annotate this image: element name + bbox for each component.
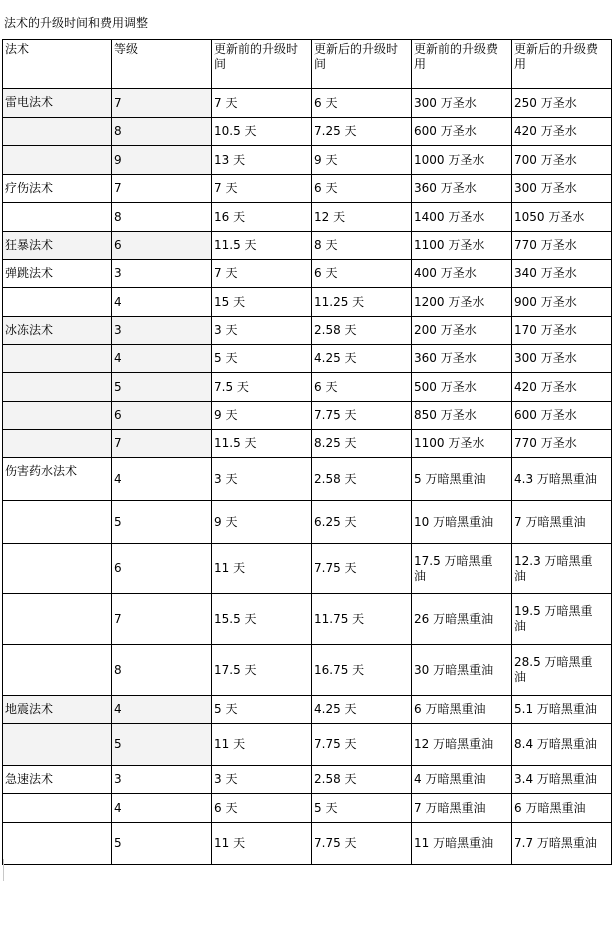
cell-spell: 狂暴法术 [3, 232, 112, 260]
table-row [3, 146, 612, 175]
cell-level: 5 [112, 501, 212, 544]
header-cost-after: 更新后的升级费 用 [512, 40, 612, 89]
cell-time-after: 6 天 [312, 175, 412, 203]
cell-cost-after: 7.7 万暗黑重油 [512, 823, 612, 865]
cell-level: 3 [112, 317, 212, 345]
cell-time-after: 2.58 天 [312, 766, 412, 794]
cell-spell [3, 118, 112, 146]
cell-time-before: 15 天 [212, 288, 312, 317]
cell-cost-before: 200 万圣水 [412, 317, 512, 345]
cell-time-after: 7.25 天 [312, 118, 412, 146]
cell-cost-before: 26 万暗黑重油 [412, 594, 512, 645]
table-row [3, 260, 612, 288]
table-row [3, 402, 612, 430]
page-margin-marker [0, 859, 4, 881]
cell-time-after: 7.75 天 [312, 402, 412, 430]
cell-spell: 急速法术 [3, 766, 112, 794]
table-row [3, 345, 612, 373]
cell-time-before: 15.5 天 [212, 594, 312, 645]
cell-cost-before: 4 万暗黑重油 [412, 766, 512, 794]
cell-time-before: 7 天 [212, 89, 312, 118]
cell-level: 7 [112, 89, 212, 118]
cell-cost-before: 6 万暗黑重油 [412, 696, 512, 724]
cell-time-after: 7.75 天 [312, 823, 412, 865]
cell-time-before: 3 天 [212, 317, 312, 345]
cell-cost-after: 770 万圣水 [512, 232, 612, 260]
cell-spell: 疗伤法术 [3, 175, 112, 203]
cell-spell [3, 288, 112, 317]
cell-cost-after: 700 万圣水 [512, 146, 612, 175]
cell-cost-after: 3.4 万暗黑重油 [512, 766, 612, 794]
cell-time-after: 11.75 天 [312, 594, 412, 645]
table-row [3, 203, 612, 232]
cell-time-after: 2.58 天 [312, 317, 412, 345]
cell-cost-before: 360 万圣水 [412, 345, 512, 373]
cell-cost-before: 11 万暗黑重油 [412, 823, 512, 865]
cell-spell [3, 823, 112, 865]
cell-time-before: 9 天 [212, 501, 312, 544]
cell-time-before: 11.5 天 [212, 232, 312, 260]
cell-time-after: 8.25 天 [312, 430, 412, 458]
table-body [3, 40, 612, 865]
table-row [3, 823, 612, 865]
cell-spell: 弹跳法术 [3, 260, 112, 288]
cell-level: 4 [112, 288, 212, 317]
cell-cost-before: 1200 万圣水 [412, 288, 512, 317]
cell-time-before: 3 天 [212, 766, 312, 794]
cell-time-before: 17.5 天 [212, 645, 312, 696]
table-row [3, 89, 612, 118]
cell-cost-before: 30 万暗黑重油 [412, 645, 512, 696]
cell-level: 8 [112, 645, 212, 696]
cell-level: 7 [112, 175, 212, 203]
cell-time-after: 9 天 [312, 146, 412, 175]
cell-spell [3, 724, 112, 766]
cell-cost-after: 28.5 万暗黑重 油 [512, 645, 612, 696]
spell-upgrade-table [2, 39, 612, 865]
header-spell: 法术 [3, 40, 112, 89]
cell-time-before: 11 天 [212, 544, 312, 594]
cell-level: 4 [112, 794, 212, 823]
table-caption: 法术的升级时间和费用调整 [4, 16, 149, 30]
cell-time-before: 6 天 [212, 794, 312, 823]
cell-time-after: 12 天 [312, 203, 412, 232]
cell-time-after: 7.75 天 [312, 724, 412, 766]
cell-cost-after: 770 万圣水 [512, 430, 612, 458]
cell-cost-before: 5 万暗黑重油 [412, 458, 512, 501]
cell-cost-before: 400 万圣水 [412, 260, 512, 288]
cell-time-after: 6.25 天 [312, 501, 412, 544]
cell-spell: 冰冻法术 [3, 317, 112, 345]
cell-time-before: 11.5 天 [212, 430, 312, 458]
cell-spell [3, 373, 112, 402]
cell-cost-before: 500 万圣水 [412, 373, 512, 402]
cell-spell [3, 402, 112, 430]
cell-time-after: 6 天 [312, 260, 412, 288]
table-row [3, 696, 612, 724]
cell-level: 5 [112, 724, 212, 766]
cell-time-before: 3 天 [212, 458, 312, 501]
cell-cost-after: 5.1 万暗黑重油 [512, 696, 612, 724]
cell-time-after: 4.25 天 [312, 696, 412, 724]
cell-cost-after: 300 万圣水 [512, 345, 612, 373]
cell-spell [3, 645, 112, 696]
cell-time-after: 8 天 [312, 232, 412, 260]
table-row [3, 175, 612, 203]
cell-cost-after: 8.4 万暗黑重油 [512, 724, 612, 766]
cell-level: 8 [112, 203, 212, 232]
cell-cost-before: 600 万圣水 [412, 118, 512, 146]
table-row [3, 594, 612, 645]
cell-cost-after: 19.5 万暗黑重 油 [512, 594, 612, 645]
cell-cost-before: 850 万圣水 [412, 402, 512, 430]
cell-time-before: 7.5 天 [212, 373, 312, 402]
cell-time-after: 16.75 天 [312, 645, 412, 696]
cell-time-after: 6 天 [312, 89, 412, 118]
cell-cost-after: 1050 万圣水 [512, 203, 612, 232]
cell-cost-before: 10 万暗黑重油 [412, 501, 512, 544]
cell-cost-before: 300 万圣水 [412, 89, 512, 118]
cell-level: 3 [112, 260, 212, 288]
header-time-before: 更新前的升级时 间 [212, 40, 312, 89]
cell-spell [3, 594, 112, 645]
header-time-after: 更新后的升级时 间 [312, 40, 412, 89]
cell-cost-before: 7 万暗黑重油 [412, 794, 512, 823]
cell-time-before: 13 天 [212, 146, 312, 175]
cell-level: 6 [112, 232, 212, 260]
cell-time-before: 5 天 [212, 345, 312, 373]
cell-cost-before: 17.5 万暗黑重 油 [412, 544, 512, 594]
table-row [3, 373, 612, 402]
table-row [3, 430, 612, 458]
cell-cost-before: 1100 万圣水 [412, 232, 512, 260]
header-level: 等级 [112, 40, 212, 89]
table-row [3, 118, 612, 146]
cell-level: 4 [112, 458, 212, 501]
cell-cost-after: 12.3 万暗黑重 油 [512, 544, 612, 594]
cell-spell [3, 544, 112, 594]
cell-level: 4 [112, 696, 212, 724]
cell-time-before: 10.5 天 [212, 118, 312, 146]
table-row [3, 645, 612, 696]
cell-cost-after: 250 万圣水 [512, 89, 612, 118]
cell-cost-before: 12 万暗黑重油 [412, 724, 512, 766]
cell-time-before: 5 天 [212, 696, 312, 724]
table-row [3, 317, 612, 345]
cell-level: 5 [112, 823, 212, 865]
cell-level: 6 [112, 544, 212, 594]
cell-spell: 伤害药水法术 [3, 458, 112, 501]
table-row [3, 766, 612, 794]
cell-level: 8 [112, 118, 212, 146]
cell-cost-before: 1400 万圣水 [412, 203, 512, 232]
cell-cost-before: 360 万圣水 [412, 175, 512, 203]
cell-cost-after: 300 万圣水 [512, 175, 612, 203]
table-row [3, 501, 612, 544]
cell-time-before: 11 天 [212, 823, 312, 865]
cell-time-before: 16 天 [212, 203, 312, 232]
cell-time-after: 5 天 [312, 794, 412, 823]
cell-cost-after: 6 万暗黑重油 [512, 794, 612, 823]
cell-level: 9 [112, 146, 212, 175]
cell-cost-after: 600 万圣水 [512, 402, 612, 430]
cell-spell: 雷电法术 [3, 89, 112, 118]
table-row [3, 288, 612, 317]
table-row [3, 724, 612, 766]
cell-spell [3, 345, 112, 373]
cell-cost-after: 420 万圣水 [512, 373, 612, 402]
cell-level: 7 [112, 430, 212, 458]
cell-cost-before: 1000 万圣水 [412, 146, 512, 175]
cell-time-before: 7 天 [212, 260, 312, 288]
cell-spell [3, 203, 112, 232]
cell-spell [3, 430, 112, 458]
cell-level: 5 [112, 373, 212, 402]
cell-time-after: 4.25 天 [312, 345, 412, 373]
cell-cost-after: 7 万暗黑重油 [512, 501, 612, 544]
cell-level: 4 [112, 345, 212, 373]
cell-cost-before: 1100 万圣水 [412, 430, 512, 458]
cell-time-before: 11 天 [212, 724, 312, 766]
header-row [3, 40, 612, 89]
cell-time-after: 7.75 天 [312, 544, 412, 594]
cell-time-before: 7 天 [212, 175, 312, 203]
cell-spell [3, 794, 112, 823]
cell-spell: 地震法术 [3, 696, 112, 724]
cell-spell [3, 501, 112, 544]
header-cost-before: 更新前的升级费 用 [412, 40, 512, 89]
cell-time-before: 9 天 [212, 402, 312, 430]
table-row [3, 544, 612, 594]
cell-spell [3, 146, 112, 175]
cell-level: 7 [112, 594, 212, 645]
table-row [3, 232, 612, 260]
cell-time-after: 11.25 天 [312, 288, 412, 317]
cell-level: 6 [112, 402, 212, 430]
cell-time-after: 6 天 [312, 373, 412, 402]
cell-cost-after: 170 万圣水 [512, 317, 612, 345]
table-row [3, 794, 612, 823]
cell-cost-after: 420 万圣水 [512, 118, 612, 146]
table-row [3, 458, 612, 501]
cell-cost-after: 900 万圣水 [512, 288, 612, 317]
cell-time-after: 2.58 天 [312, 458, 412, 501]
cell-cost-after: 4.3 万暗黑重油 [512, 458, 612, 501]
cell-level: 3 [112, 766, 212, 794]
cell-cost-after: 340 万圣水 [512, 260, 612, 288]
